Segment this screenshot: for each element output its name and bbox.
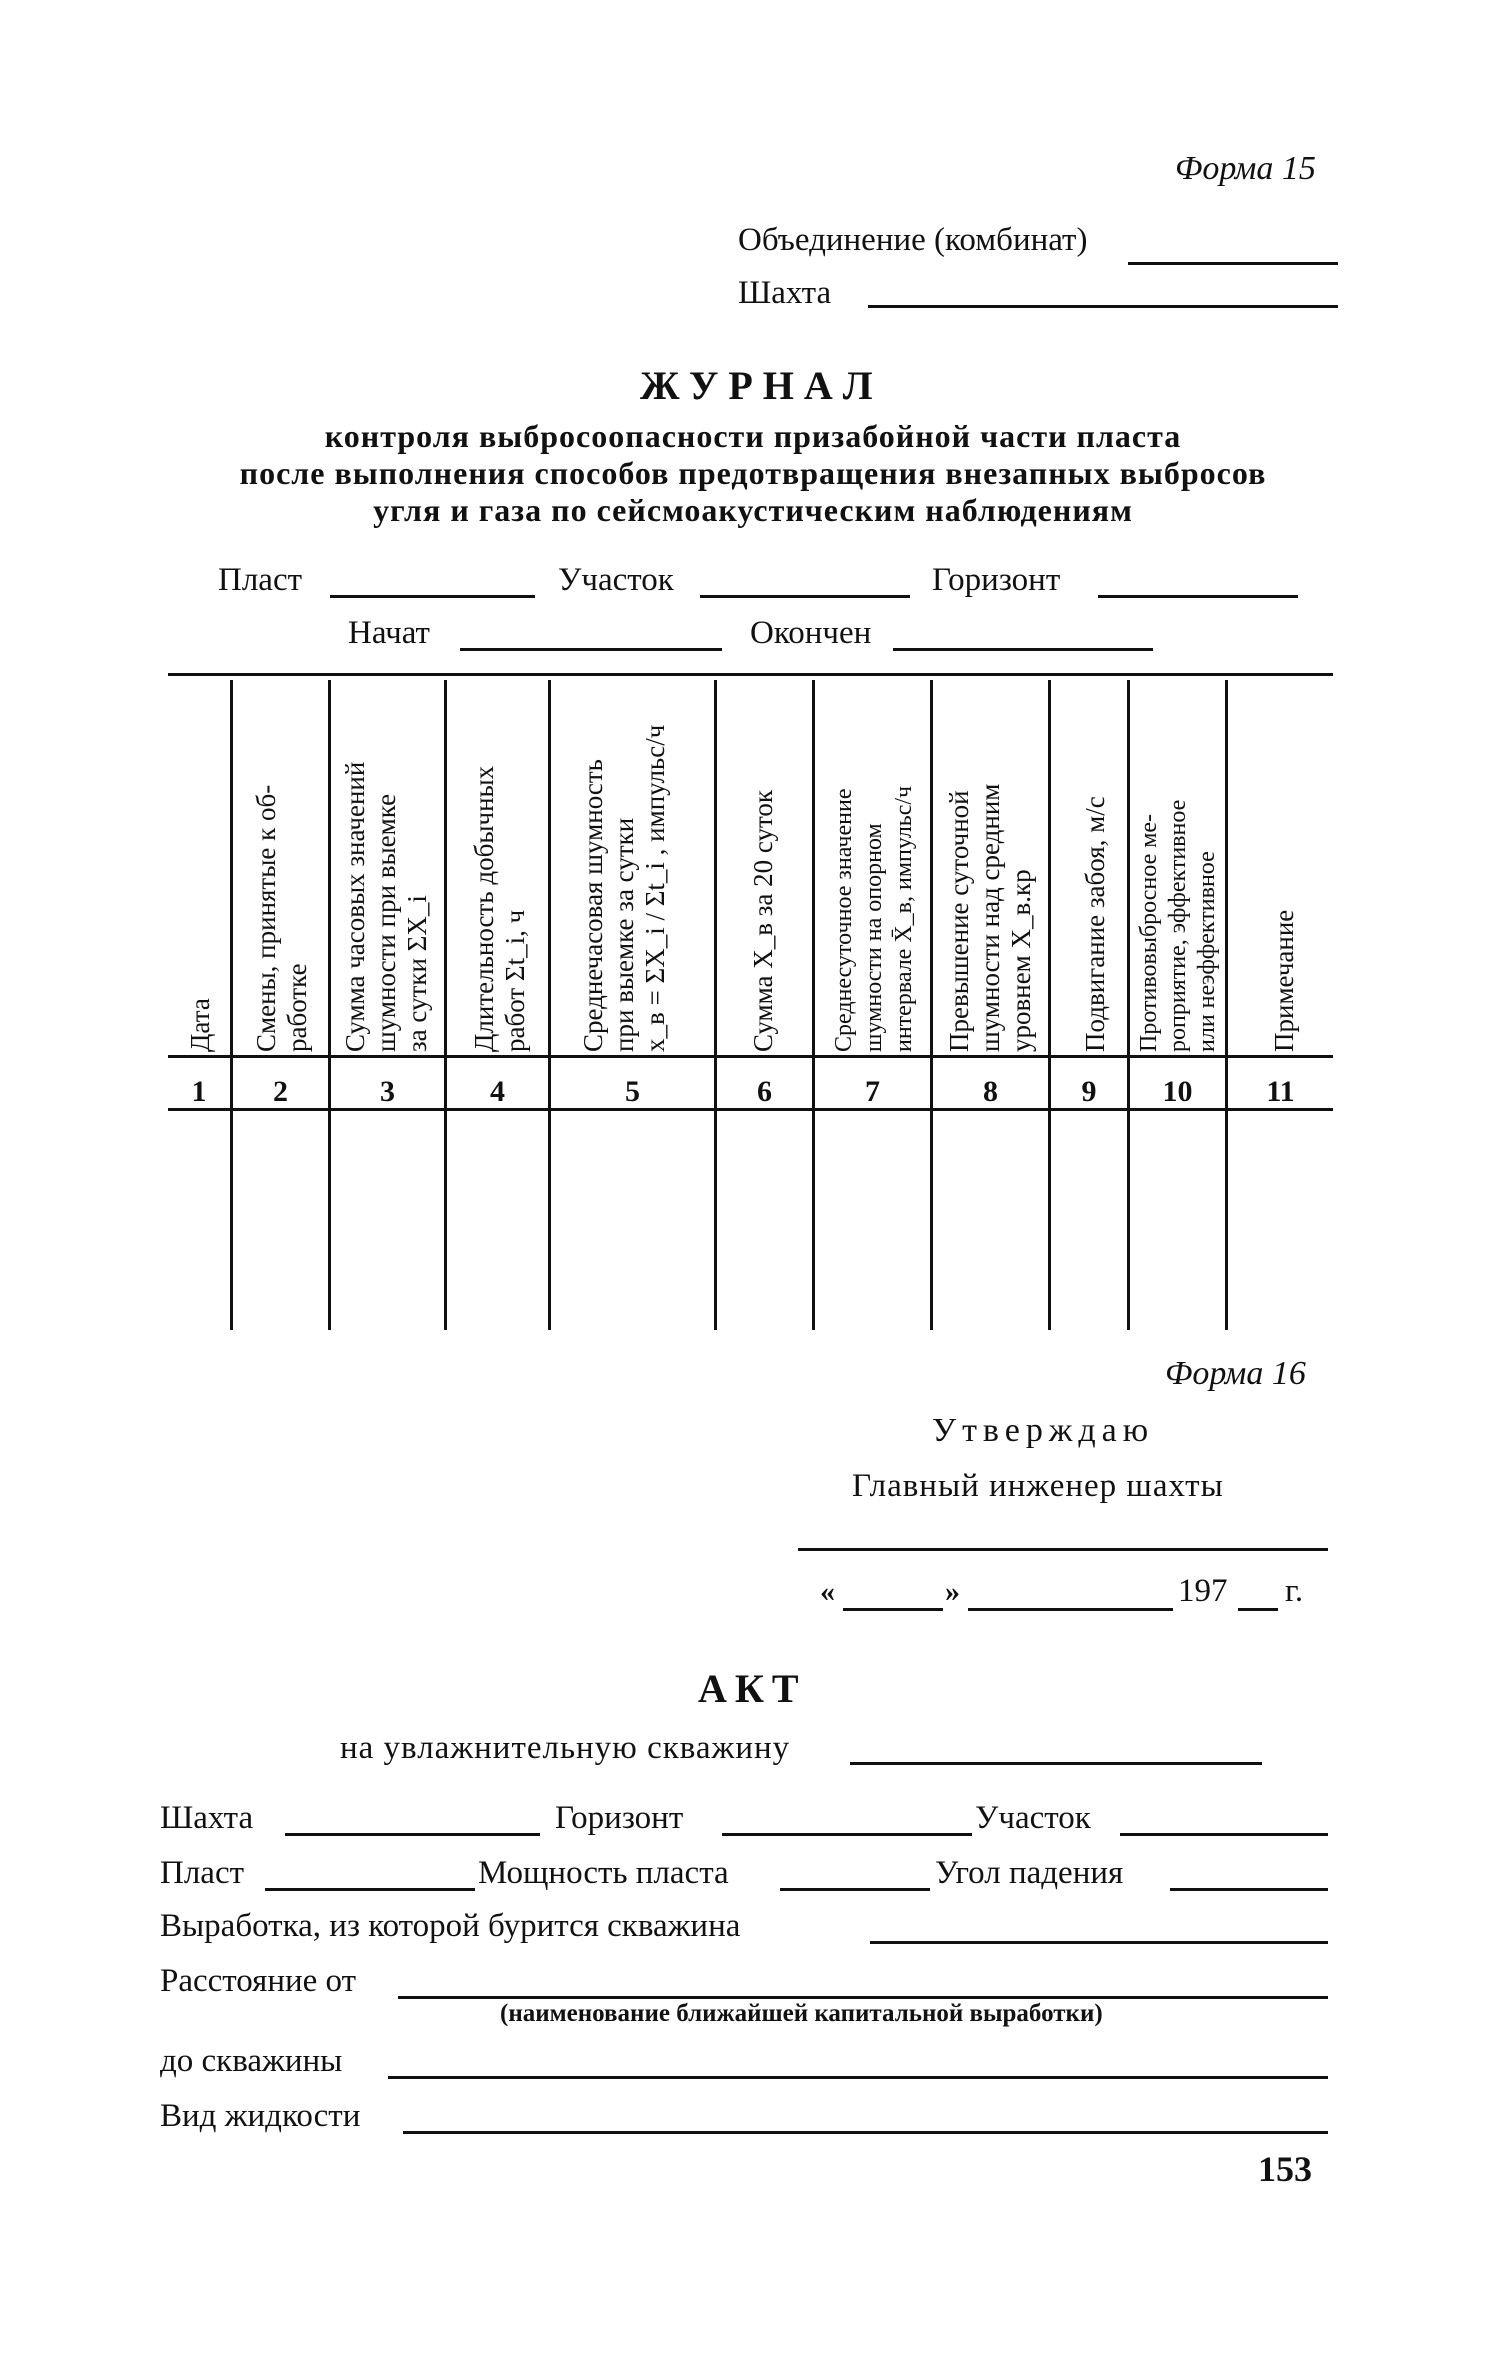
- mine-field[interactable]: [868, 305, 1338, 308]
- act-subtitle: на увлажнительную скважину: [340, 1730, 791, 1766]
- chief-engineer-label: Главный инженер шахты: [852, 1468, 1224, 1504]
- signature-field[interactable]: [798, 1548, 1328, 1551]
- col-header-sum-20-days: [717, 680, 812, 1052]
- journal-subtitle-line-3: угля и газа по сейсмоакустическим наблюдениям: [373, 492, 1133, 528]
- form15-label: Форма 15: [1175, 150, 1316, 187]
- col-number: 2: [273, 1075, 288, 1108]
- col-header-line: шумности на опорном: [861, 823, 887, 1052]
- well-field[interactable]: [850, 1762, 1262, 1765]
- col-header-line: Превышение суточной: [944, 790, 974, 1052]
- col-number: 5: [625, 1075, 640, 1108]
- seam-label: Пласт: [218, 562, 303, 598]
- year-label: 197: [1178, 1573, 1228, 1609]
- dip-label: Угол падения: [935, 1855, 1124, 1891]
- date-month-field[interactable]: [968, 1608, 1173, 1611]
- table-header-rule: [168, 1055, 1333, 1058]
- seam-field[interactable]: [330, 595, 535, 598]
- act-mine-label: Шахта: [160, 1800, 254, 1836]
- year-suffix: г.: [1285, 1573, 1304, 1609]
- col-header-shifts: [233, 680, 328, 1052]
- association-label: Объединение (комбинат): [738, 222, 1088, 258]
- col-number: 9: [1081, 1075, 1097, 1108]
- journal-subtitle-line-1: контроля выбросоопасности призабойной части пласта: [324, 418, 1182, 454]
- col-number: 11: [1266, 1075, 1295, 1108]
- col-header-line: работ Σt_i, ч: [500, 909, 530, 1052]
- col-header-line: при выемке за сутки: [609, 817, 639, 1052]
- started-field[interactable]: [460, 648, 722, 651]
- working-label: Выработка, из которой бурится скважина: [160, 1908, 741, 1944]
- col-header-duration: [447, 680, 548, 1052]
- col-header-line: Дата: [185, 998, 215, 1052]
- section-field[interactable]: [700, 595, 910, 598]
- col-header-line: Противовыбросное ме-: [1136, 813, 1162, 1052]
- date-close-quote: »: [945, 1575, 960, 1608]
- act-mine-field[interactable]: [285, 1833, 540, 1836]
- distance-hint: (наименование ближайшей капитальной выработки): [500, 2000, 1103, 2027]
- col-header-sum-hourly: [331, 680, 444, 1052]
- col-header-line: Среднесуточное значение: [831, 788, 857, 1052]
- date-open-quote: «: [820, 1575, 835, 1608]
- journal-subtitle-line-2: после выполнения способов предотвращения внезапных выбросов: [239, 455, 1267, 491]
- finished-field[interactable]: [893, 648, 1153, 651]
- col-number: 4: [490, 1075, 505, 1108]
- col-header-note: [1228, 680, 1333, 1052]
- col-header-date: [168, 680, 230, 1052]
- col-header-line: Смены, принятые к об-: [251, 784, 281, 1052]
- act-section-field[interactable]: [1120, 1833, 1328, 1836]
- act-seam-label: Пласт: [160, 1855, 245, 1891]
- col-header-avg-hourly: [551, 680, 714, 1052]
- col-header-line: x_в = ΣX_i / Σt_i , импульс/ч: [640, 724, 670, 1052]
- table-data-area[interactable]: [168, 1112, 1333, 1328]
- liquid-label: Вид жидкости: [160, 2098, 361, 2134]
- journal-title: ЖУРНАЛ: [640, 363, 883, 408]
- col-header-line: работке: [282, 963, 312, 1052]
- col-header-line: Подвигание забоя, м/с: [1080, 796, 1110, 1052]
- act-seam-field[interactable]: [265, 1888, 475, 1891]
- to-well-field[interactable]: [388, 2076, 1328, 2079]
- col-header-line: Сумма X_в за 20 суток: [748, 789, 778, 1052]
- col-number: 10: [1162, 1075, 1193, 1108]
- started-label: Начат: [348, 615, 430, 651]
- approve-label: Утверждаю: [932, 1412, 1155, 1449]
- association-field[interactable]: [1128, 262, 1338, 265]
- horizon-label: Горизонт: [932, 562, 1061, 598]
- col-header-advance: [1051, 680, 1127, 1052]
- table-top-rule: [168, 673, 1333, 676]
- act-horizon-field[interactable]: [722, 1833, 972, 1836]
- thickness-field[interactable]: [780, 1888, 930, 1891]
- col-header-line: шумности при выемке: [371, 793, 401, 1052]
- col-header-line: уровнем X_в.кр: [1006, 869, 1036, 1052]
- col-header-line: шумности над средним: [975, 783, 1005, 1052]
- col-header-line: интервале X̄_в, импульс/ч: [891, 785, 917, 1052]
- page-number: 153: [1258, 2149, 1312, 2189]
- col-header-daily-average: [815, 680, 930, 1052]
- col-number: 3: [380, 1075, 395, 1108]
- act-title: АКТ: [698, 1666, 807, 1711]
- col-number: 8: [983, 1075, 998, 1108]
- col-header-line: за сутки ΣX_i: [402, 895, 432, 1052]
- finished-label: Окончен: [750, 615, 872, 651]
- col-header-line: или неэффективное: [1194, 851, 1220, 1052]
- distance-field[interactable]: [398, 1996, 1328, 1999]
- col-number: 1: [191, 1075, 207, 1108]
- act-horizon-label: Горизонт: [555, 1800, 684, 1836]
- thickness-label: Мощность пласта: [478, 1855, 729, 1891]
- col-header-line: роприятие, эффективное: [1165, 799, 1191, 1052]
- to-well-label: до скважины: [160, 2043, 343, 2079]
- date-day-field[interactable]: [843, 1608, 943, 1611]
- mine-label: Шахта: [738, 275, 832, 311]
- horizon-field[interactable]: [1098, 595, 1298, 598]
- distance-label: Расстояние от: [160, 1963, 357, 1999]
- year-field[interactable]: [1238, 1608, 1278, 1611]
- col-number: 7: [865, 1075, 880, 1108]
- form16-label: Форма 16: [1165, 1355, 1306, 1392]
- col-header-line: Сумма часовых значений: [340, 761, 370, 1052]
- col-header-measure: [1130, 680, 1225, 1052]
- col-number: 6: [757, 1075, 772, 1108]
- col-header-line: Длительность добычных: [469, 765, 499, 1052]
- liquid-field[interactable]: [403, 2131, 1328, 2134]
- act-section-label: Участок: [975, 1800, 1091, 1836]
- dip-field[interactable]: [1170, 1888, 1328, 1891]
- section-label: Участок: [558, 562, 674, 598]
- col-header-excess: [933, 680, 1048, 1052]
- col-header-line: Среднечасовая шумность: [578, 759, 608, 1052]
- col-header-line: Примечание: [1269, 909, 1299, 1052]
- working-field[interactable]: [870, 1941, 1328, 1944]
